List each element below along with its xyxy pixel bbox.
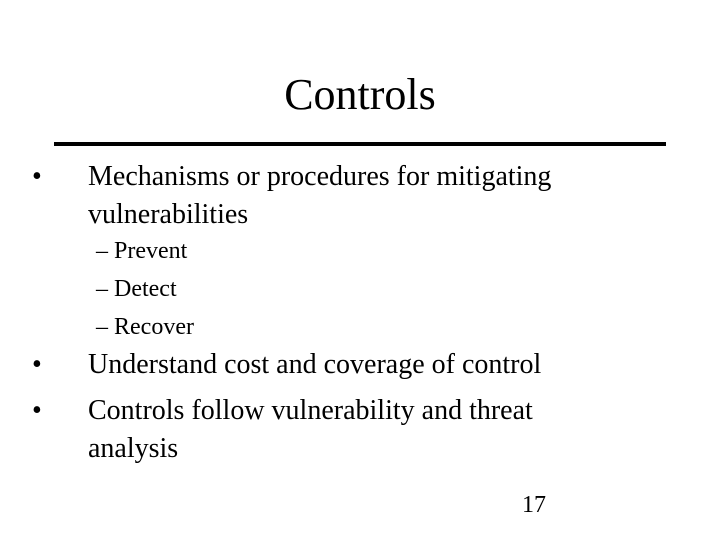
bullet-cost-coverage xyxy=(32,346,541,384)
bullet-text-line: Mechanisms or procedures for mitigating xyxy=(88,161,552,192)
dash-icon: – xyxy=(96,238,108,264)
sub-item-label: Detect xyxy=(114,276,177,302)
dash-icon: – xyxy=(96,314,108,340)
sub-item-detect xyxy=(96,270,177,308)
bullet-text-line: Understand cost and coverage of control xyxy=(88,349,542,380)
bullet-icon: • xyxy=(32,161,42,192)
sub-item-label: Prevent xyxy=(114,238,188,264)
sub-item-recover xyxy=(96,308,194,346)
bullet-text-line: Controls follow vulnerability and threat xyxy=(88,395,533,426)
bullet-icon: • xyxy=(32,395,42,426)
dash-icon: – xyxy=(96,276,108,302)
slide-title: Controls xyxy=(284,70,436,119)
sub-item-prevent xyxy=(96,232,187,270)
sub-item-label: Recover xyxy=(114,314,194,340)
page-number: 17 xyxy=(522,492,546,518)
bullet-follow-analysis xyxy=(32,392,533,468)
bullet-text-line: vulnerabilities xyxy=(88,199,249,230)
bullet-text-line: analysis xyxy=(88,433,179,464)
bullet-mechanisms xyxy=(32,158,551,234)
title-underline xyxy=(54,142,666,146)
bullet-icon: • xyxy=(32,349,42,380)
